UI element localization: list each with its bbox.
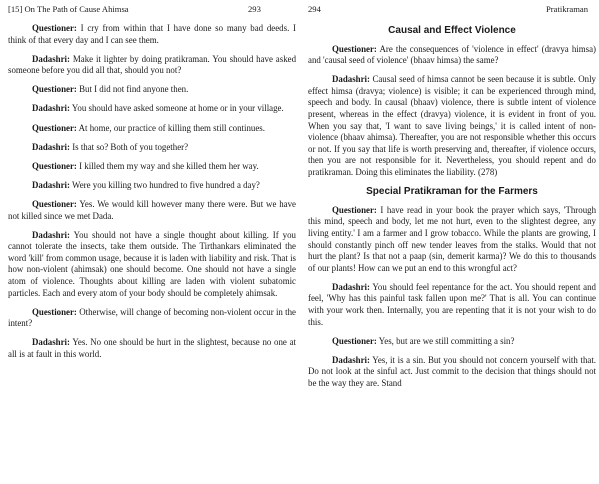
- dialogue-paragraph: [8, 230, 296, 300]
- dialogue-text: Are the consequences of 'violence in effect' (dravya himsa) and 'causal seed of violence' (bhaav himsa) the same?: [308, 43, 596, 66]
- dialogue-paragraph: [308, 44, 596, 67]
- speaker-label: Questioner:: [32, 160, 77, 171]
- speaker-label: Dadashri:: [32, 337, 70, 348]
- speaker-label: Dadashri:: [32, 179, 70, 190]
- dialogue-paragraph: [8, 337, 296, 360]
- speaker-label: Dadashri:: [332, 354, 370, 365]
- left-page-number: 293: [248, 4, 261, 14]
- dialogue-paragraph: [308, 205, 596, 275]
- section-heading-causal-effect-violence: Causal and Effect Violence: [388, 25, 516, 36]
- dialogue-text: I cry from within that I have done so many bad deeds. I think of that every day and I can see them.: [8, 23, 296, 45]
- right-page-book-title: Pratikraman: [546, 4, 588, 14]
- dialogue-text: Yes. No one should be hurt in the slightest, because no one at all is at fault in this world.: [8, 337, 296, 359]
- dialogue-paragraph: [308, 282, 596, 328]
- right-page-header: [308, 0, 596, 23]
- dialogue-paragraph: [8, 161, 296, 173]
- right-page-number: 294: [308, 4, 321, 14]
- dialogue-paragraph: [8, 199, 296, 222]
- speaker-label: Questioner:: [332, 43, 377, 54]
- speaker-label: Questioner:: [332, 335, 377, 346]
- speaker-label: Dadashri:: [32, 229, 70, 240]
- speaker-label: Questioner:: [32, 198, 77, 209]
- dialogue-text: Yes, but are we still committing a sin?: [378, 335, 515, 346]
- dialogue-paragraph: [308, 355, 596, 390]
- dialogue-text: Were you killing two hundred to five hundred a day?: [72, 179, 260, 190]
- dialogue-text: Otherwise, will change of becoming non-violent occur in the intent?: [8, 306, 296, 329]
- dialogue-text: Yes, it is a sin. But you should not concern yourself with that. Do not look at the sinful act. Just commit to the decision that things should not be the way they are. Stand: [308, 354, 596, 388]
- dialogue-paragraph: [8, 123, 296, 135]
- dialogue-paragraph: [8, 307, 296, 330]
- dialogue-paragraph: [308, 74, 596, 178]
- dialogue-paragraph: [8, 84, 296, 96]
- speaker-label: Questioner:: [332, 204, 377, 215]
- right-page-body: [308, 25, 596, 390]
- dialogue-paragraph: [8, 180, 296, 192]
- speaker-label: Questioner:: [32, 122, 77, 133]
- dialogue-paragraph: [8, 103, 296, 115]
- left-page-chapter-title: [15] On The Path of Cause Ahimsa: [8, 4, 129, 14]
- section-causal-effect-violence: [308, 44, 596, 179]
- dialogue-paragraph: [8, 54, 296, 77]
- dialogue-text: Causal seed of himsa cannot be seen because it is subtle. Only effect himsa (dravya; violence) is visible; it can be experienced through mind, speech and body. In causal (bhaav) violence, there is subtle intent of violence present, whereas in the effect (dravya) violence, it is evident in front of you. When you say that, 'I want to save living beings,' it is called intent of non-violence (bhaav ahimsa). Thereafter, you are not responsible whether this occurs or not. If you say that life is worth preserving and, thereafter, if violence occurs, then you are not responsible for it. Nevertheless, you should repent and do pratikraman. Doing this eliminates the liability. (278): [308, 74, 596, 178]
- speaker-label: Dadashri:: [32, 141, 70, 152]
- speaker-label: Questioner:: [32, 306, 77, 317]
- speaker-label: Dadashri:: [332, 74, 370, 85]
- dialogue-text: I have read in your book the prayer which says, 'Through this mind, speech and body, let me not hurt, even to the slightest degree, any living entity.' I am a farmer and I grow tobacco. While the plants are growing, I should constantly pinch off new tender leaves from the stalks. Would that not hurt the plant? Is that not a paap (sin, demerit karma)? We do this to thousands of our plants! How can we put an end to this wrongful act?: [308, 204, 596, 273]
- left-page-body: [8, 23, 296, 361]
- speaker-label: Dadashri:: [32, 53, 70, 64]
- dialogue-paragraph: [8, 142, 296, 154]
- dialogue-text: Make it lighter by doing pratikraman. You should have asked someone before you did all that, should you not?: [8, 53, 296, 76]
- speaker-label: Questioner:: [32, 23, 77, 33]
- dialogue-text: You should feel repentance for the act. You should repent and feel, 'Why has this painful task fallen upon me?' That is all. You can continue with your work then. Internally, you are repenting that it is not your wish to do this.: [308, 281, 596, 327]
- speaker-label: Dadashri:: [32, 103, 70, 114]
- left-page: [8, 0, 296, 484]
- dialogue-paragraph: [308, 336, 596, 348]
- dialogue-text: But I did not find anyone then.: [79, 84, 189, 95]
- speaker-label: Questioner:: [32, 84, 77, 95]
- dialogue-text: At home, our practice of killing them still continues.: [78, 122, 265, 133]
- dialogue-paragraph: [8, 23, 296, 46]
- right-page: [308, 0, 596, 484]
- speaker-label: Dadashri:: [332, 281, 370, 292]
- left-page-header: [8, 0, 296, 23]
- section-heading-farmers-pratikraman: Special Pratikraman for the Farmers: [366, 186, 538, 198]
- dialogue-text: You should have asked someone at home or in your village.: [71, 103, 284, 114]
- section-farmers-pratikraman: [308, 205, 596, 390]
- dialogue-text: Is that so? Both of you together?: [72, 141, 189, 152]
- dialogue-text: You should not have a single thought about killing. If you cannot tolerate the insects, take them outside. The Tirthankars eliminated the word 'kill' from common usage, because it is laden with liability and risk. That is how non-violent (ahimsak) one should become. One should not have a single atom of violence. Thoughts about killing are laden with violent subatomic particles. Each and every atom of your body should be completely ahimsak.: [8, 229, 296, 298]
- dialogue-text: Yes. We would kill however many there were. But we have not killed since we met Dada.: [8, 198, 296, 221]
- dialogue-text: I killed them my way and she killed them her way.: [79, 160, 259, 171]
